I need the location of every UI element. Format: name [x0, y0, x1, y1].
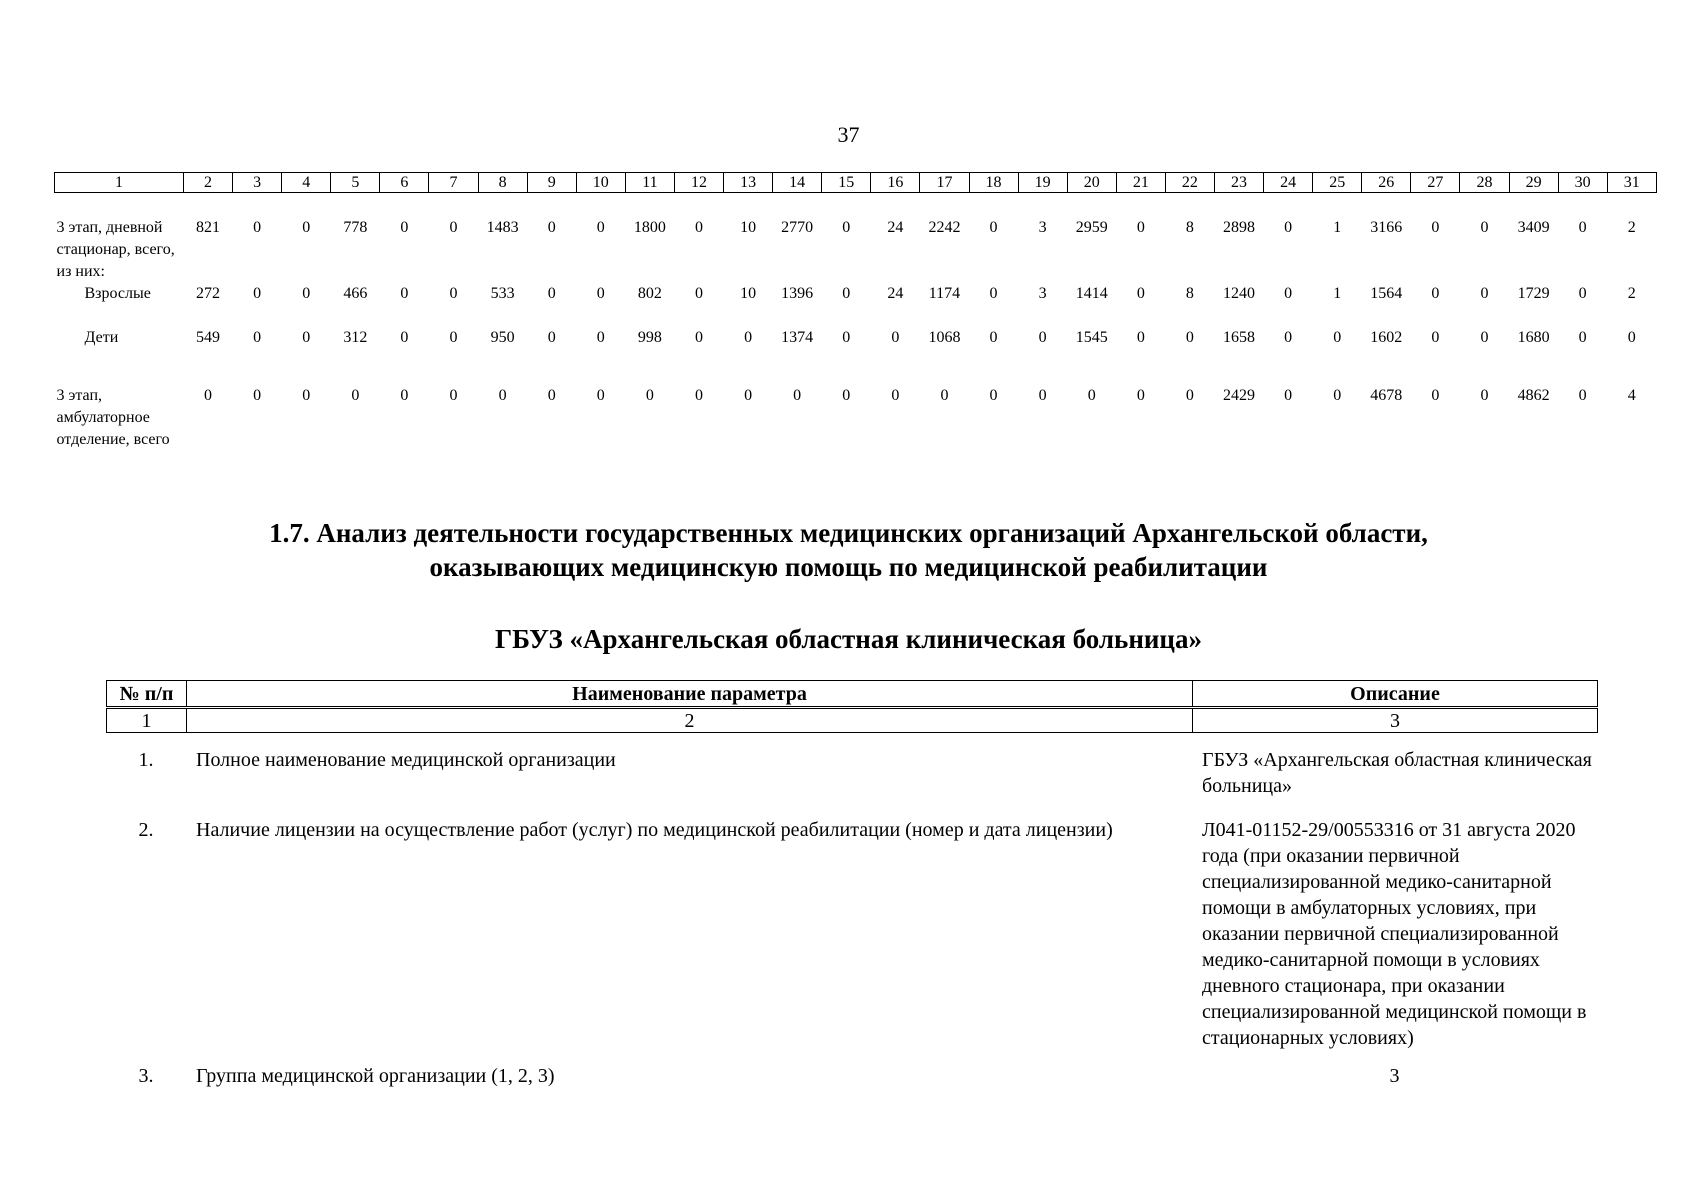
stats-cell: 2429	[1223, 387, 1256, 404]
stats-cell: 0	[989, 219, 998, 236]
stats-cell: 0	[1038, 329, 1047, 346]
stats-cell: 2898	[1223, 219, 1256, 236]
stats-cell: 1602	[1370, 329, 1403, 346]
parameter-name: Наличие лицензии на осуществление работ (услуг) по медицинской реабилитации (номер и дата лицензии)	[196, 819, 1113, 841]
stats-column-header: 29	[1509, 173, 1558, 193]
stats-column-header: 13	[724, 173, 773, 193]
stats-cell: 0	[253, 219, 262, 236]
organization-title: ГБУЗ «Архангельская областная клиническая больница»	[495, 624, 1202, 654]
stats-cell: 0	[547, 219, 556, 236]
stats-cell: 0	[1333, 387, 1342, 404]
stats-row	[55, 327, 1657, 385]
stats-column-header: 7	[429, 173, 478, 193]
stats-cell: 0	[1185, 329, 1194, 346]
stats-cell: 0	[1480, 285, 1489, 302]
stats-cell: 0	[1431, 329, 1440, 346]
stats-cell: 0	[1284, 219, 1293, 236]
stats-column-header: 16	[871, 173, 920, 193]
stats-cell: 2959	[1075, 219, 1108, 236]
stats-cell: 272	[196, 285, 221, 302]
stats-cell: 0	[842, 329, 851, 346]
stats-column-header: 17	[920, 173, 969, 193]
stats-cell: 1680	[1517, 329, 1550, 346]
stats-cell: 0	[645, 387, 654, 404]
stats-cell: 0	[1333, 329, 1342, 346]
stats-cell: 0	[1578, 329, 1587, 346]
stats-cell: 0	[302, 329, 311, 346]
stats-cell: 8	[1185, 285, 1194, 302]
stats-cell: 0	[1136, 285, 1145, 302]
stats-cell: 0	[1038, 387, 1047, 404]
stats-cell: 2	[1627, 285, 1636, 302]
column-number-2: 2	[187, 708, 1193, 733]
parameter-name: Группа медицинской организации (1, 2, 3)	[196, 1065, 555, 1087]
stats-cell: 1	[1333, 285, 1342, 302]
stats-cell: 0	[842, 219, 851, 236]
stats-cell: 0	[694, 387, 703, 404]
stats-cell: 10	[740, 219, 757, 236]
stats-cell: 0	[891, 387, 900, 404]
stats-column-header: 24	[1264, 173, 1313, 193]
stats-column-header: 21	[1116, 173, 1165, 193]
stats-cell: 0	[694, 219, 703, 236]
stats-cell: 0	[1087, 387, 1096, 404]
stats-cell: 0	[1431, 387, 1440, 404]
stats-cell: 24	[887, 285, 904, 302]
stats-column-header: 18	[969, 173, 1018, 193]
stats-cell: 2242	[928, 219, 961, 236]
stats-cell: 0	[302, 387, 311, 404]
stats-column-header: 15	[822, 173, 871, 193]
stats-cell: 1800	[633, 219, 666, 236]
stats-cell: 0	[1136, 219, 1145, 236]
stats-cell: 3	[1038, 285, 1047, 302]
stats-cell: 4	[1627, 387, 1636, 404]
stats-cell: 3166	[1370, 219, 1403, 236]
stats-column-header: 1	[55, 173, 184, 193]
stats-cell: 0	[1578, 285, 1587, 302]
parameter-description: 3	[1389, 1065, 1400, 1087]
stats-column-header: 5	[331, 173, 380, 193]
stats-row-label: Дети	[84, 329, 119, 346]
stats-row	[55, 193, 1657, 284]
stats-column-header: 26	[1362, 173, 1411, 193]
stats-cell: 466	[343, 285, 368, 302]
stats-cell: 0	[842, 387, 851, 404]
stats-row-label: 3 этап, амбулаторное отделение, всего	[56, 387, 170, 448]
stats-row-label: 3 этап, дневной стационар, всего, из них:	[56, 219, 175, 280]
stats-cell: 1068	[928, 329, 961, 346]
stats-column-header: 22	[1165, 173, 1214, 193]
stats-cell: 4678	[1370, 387, 1403, 404]
stats-cell: 0	[1578, 219, 1587, 236]
stats-cell: 0	[204, 387, 213, 404]
stats-cell: 0	[989, 285, 998, 302]
stats-cell: 0	[744, 387, 753, 404]
stats-cell: 0	[253, 387, 262, 404]
stats-cell: 0	[253, 329, 262, 346]
stats-cell: 0	[400, 219, 409, 236]
stats-cell: 0	[1480, 387, 1489, 404]
stats-cell: 1729	[1517, 285, 1550, 302]
stats-cell: 1396	[781, 285, 814, 302]
stats-cell: 0	[694, 285, 703, 302]
stats-cell: 0	[1578, 387, 1587, 404]
stats-column-header: 23	[1214, 173, 1263, 193]
stats-column-header: 19	[1018, 173, 1067, 193]
parameter-description: Л041-01152-29/00553316 от 31 августа 2020 года (при оказании первичной специализированной медико-санитарной помощи в амбулаторных условиях, при оказании первичной специализированной медико-санитарной помощи в условиях дневного стационара, при оказании специализированной медицинской помощи в стационарных условиях)	[1202, 819, 1587, 1049]
stats-cell: 0	[302, 285, 311, 302]
stats-cell: 2	[1627, 219, 1636, 236]
stats-cell: 0	[891, 329, 900, 346]
stats-column-header: 27	[1411, 173, 1460, 193]
section-title-line-2: оказывающих медицинскую помощь по медицинской реабилитации	[429, 552, 1268, 582]
stats-column-header: 8	[478, 173, 527, 193]
table-row	[106, 817, 1597, 1063]
parameter-description: ГБУЗ «Архангельская областная клиническая больница»	[1202, 749, 1592, 797]
stats-cell: 0	[989, 387, 998, 404]
stats-cell: 1374	[781, 329, 814, 346]
table-row	[106, 1063, 1597, 1089]
stats-cell: 1414	[1075, 285, 1108, 302]
stats-cell: 0	[498, 387, 507, 404]
table-row	[106, 747, 1597, 817]
stats-column-header: 2	[184, 173, 233, 193]
stats-cell: 0	[1627, 329, 1636, 346]
stats-cell: 0	[547, 329, 556, 346]
stats-cell: 0	[1480, 329, 1489, 346]
stats-header-row	[55, 173, 1657, 193]
stats-cell: 312	[343, 329, 368, 346]
stats-column-header: 31	[1607, 173, 1656, 193]
stats-cell: 549	[196, 329, 221, 346]
stats-cell: 998	[637, 329, 662, 346]
stats-cell: 0	[1480, 219, 1489, 236]
stats-column-header: 14	[773, 173, 822, 193]
stats-column-header: 12	[674, 173, 723, 193]
params-table-body	[106, 747, 1597, 1089]
stats-cell: 1658	[1223, 329, 1256, 346]
stats-column-header: 20	[1067, 173, 1116, 193]
stats-cell: 0	[989, 329, 998, 346]
stats-cell: 0	[449, 387, 458, 404]
column-number-3: 3	[1193, 708, 1598, 733]
stats-cell: 0	[596, 387, 605, 404]
params-table-header	[106, 680, 1598, 733]
section-title	[0, 516, 1697, 584]
stats-cell: 1483	[486, 219, 519, 236]
stats-cell: 1545	[1075, 329, 1108, 346]
section-title-line-1: 1.7. Анализ деятельности государственных медицинских организаций Архангельской области,	[269, 518, 1428, 548]
stats-cell: 0	[596, 219, 605, 236]
stats-cell: 0	[400, 387, 409, 404]
stats-column-header: 30	[1558, 173, 1607, 193]
stats-cell: 950	[490, 329, 515, 346]
stats-cell: 3	[1038, 219, 1047, 236]
stats-cell: 0	[694, 329, 703, 346]
stats-cell: 0	[449, 285, 458, 302]
column-number-1: 1	[107, 708, 187, 733]
stats-cell: 821	[196, 219, 221, 236]
stats-cell: 1564	[1370, 285, 1403, 302]
stats-cell: 3409	[1517, 219, 1550, 236]
stats-cell: 8	[1185, 219, 1194, 236]
stats-column-header: 11	[625, 173, 674, 193]
stats-cell: 1	[1333, 219, 1342, 236]
stats-cell: 0	[1284, 329, 1293, 346]
stats-column-header: 28	[1460, 173, 1509, 193]
stats-cell: 0	[547, 387, 556, 404]
stats-cell: 0	[1136, 387, 1145, 404]
stats-cell: 0	[302, 219, 311, 236]
header-description: Описание	[1193, 681, 1598, 708]
stats-cell: 0	[1185, 387, 1194, 404]
stats-cell: 0	[400, 329, 409, 346]
stats-column-header: 9	[527, 173, 576, 193]
header-parameter-name: Наименование параметра	[187, 681, 1193, 708]
page-number: 37	[837, 122, 860, 147]
stats-cell: 0	[1431, 219, 1440, 236]
stats-cell: 0	[547, 285, 556, 302]
stats-cell: 778	[343, 219, 368, 236]
stats-cell: 24	[887, 219, 904, 236]
row-number: 1.	[138, 749, 154, 771]
stats-table	[54, 172, 1657, 451]
stats-cell: 1240	[1223, 285, 1256, 302]
stats-row	[55, 283, 1657, 327]
stats-cell: 0	[596, 285, 605, 302]
stats-cell: 0	[1136, 329, 1145, 346]
row-number: 2.	[138, 819, 154, 841]
stats-cell: 0	[744, 329, 753, 346]
stats-cell: 0	[449, 219, 458, 236]
stats-cell: 0	[351, 387, 360, 404]
stats-cell: 10	[740, 285, 757, 302]
stats-cell: 0	[1431, 285, 1440, 302]
header-number: № п/п	[107, 681, 187, 708]
stats-row	[55, 385, 1657, 451]
stats-column-header: 10	[576, 173, 625, 193]
stats-row-label: Взрослые	[84, 285, 151, 302]
stats-cell: 4862	[1517, 387, 1550, 404]
stats-cell: 2770	[781, 219, 814, 236]
stats-column-header: 3	[233, 173, 282, 193]
stats-column-header: 4	[282, 173, 331, 193]
stats-cell: 1174	[928, 285, 961, 302]
stats-cell: 0	[1284, 387, 1293, 404]
stats-cell: 0	[400, 285, 409, 302]
row-number: 3.	[138, 1065, 154, 1087]
stats-cell: 0	[842, 285, 851, 302]
parameter-name: Полное наименование медицинской организации	[196, 749, 616, 771]
stats-cell: 802	[637, 285, 662, 302]
stats-cell: 0	[1284, 285, 1293, 302]
stats-cell: 0	[940, 387, 949, 404]
stats-cell: 0	[596, 329, 605, 346]
stats-cell: 533	[490, 285, 515, 302]
stats-column-header: 25	[1313, 173, 1362, 193]
stats-cell: 0	[253, 285, 262, 302]
stats-column-header: 6	[380, 173, 429, 193]
stats-cell: 0	[449, 329, 458, 346]
stats-cell: 0	[793, 387, 802, 404]
